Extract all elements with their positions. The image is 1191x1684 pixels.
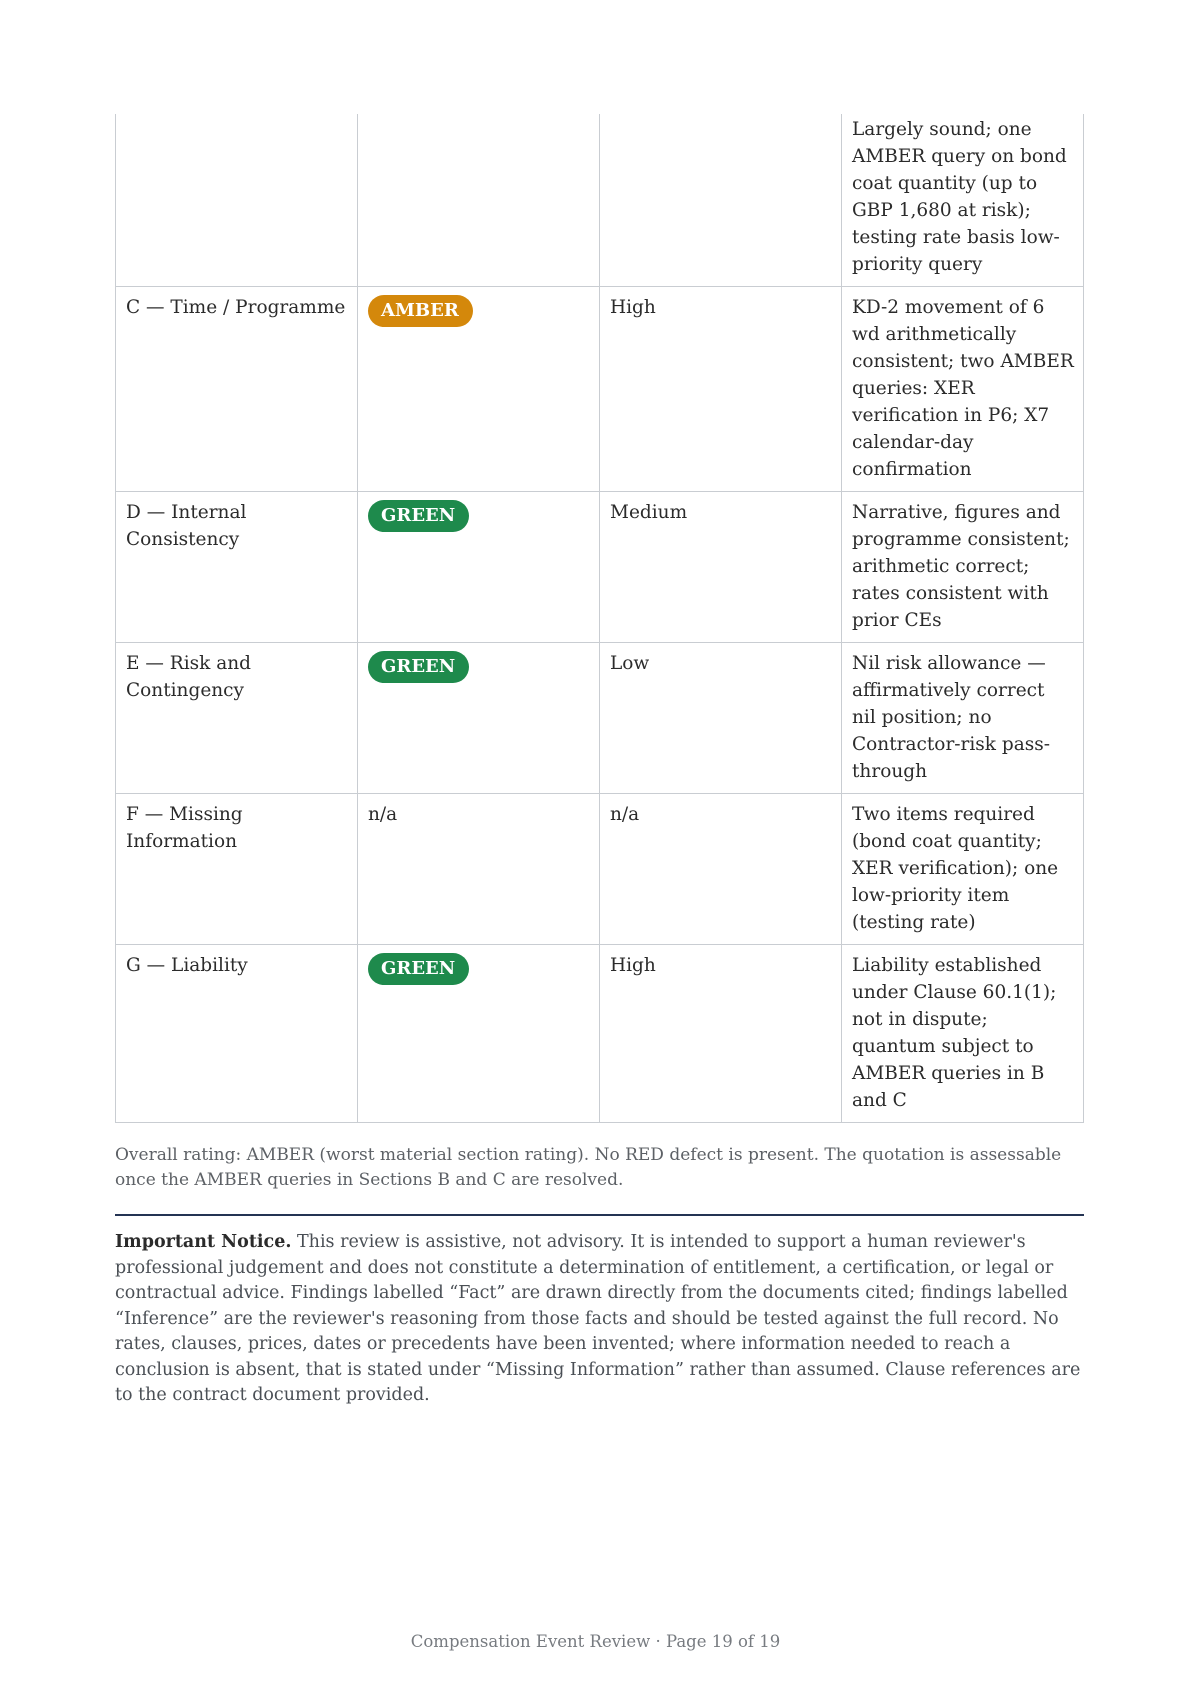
confidence-cell: Medium <box>600 492 842 643</box>
notes-cell: Liability established under Clause 60.1(1); not in dispute; quantum subject to AMBER queries in B and C <box>842 945 1084 1123</box>
rating-cell <box>358 945 600 1123</box>
rating-cell <box>358 287 600 492</box>
rating-badge-amber: AMBER <box>368 295 473 327</box>
confidence-cell: High <box>600 945 842 1123</box>
important-notice <box>115 1230 1084 1409</box>
rating-cell <box>358 114 600 287</box>
section-cell: F — Missing Information <box>116 794 358 945</box>
page-content <box>115 114 1084 1426</box>
notice-body: This review is assistive, not advisory. It is intended to support a human reviewer's professional judgement and does not constitute a determination of entitlement, a certification, or legal or contractual advice. Findings labelled “Fact” are drawn directly from the documents cited; findings labelled “Inference” are the reviewer's reasoning from those facts and should be tested against the full record. No rates, clauses, prices, dates or precedents have been invented; where information needed to reach a conclusion is absent, that is stated under “Missing Information” rather than assumed. Clause references are to the contract document provided. <box>115 1232 1081 1405</box>
table-row <box>116 114 1084 287</box>
notes-cell: Largely sound; one AMBER query on bond coat quantity (up to GBP 1,680 at risk); testing rate basis low-priority query <box>842 114 1084 287</box>
rating-badge-green: GREEN <box>368 953 469 985</box>
table-row <box>116 945 1084 1123</box>
confidence-cell: n/a <box>600 794 842 945</box>
rating-cell <box>358 492 600 643</box>
section-ratings-table <box>115 114 1084 1123</box>
rating-badge-green: GREEN <box>368 651 469 683</box>
table-row <box>116 287 1084 492</box>
confidence-cell: High <box>600 287 842 492</box>
confidence-cell: Low <box>600 643 842 794</box>
divider <box>115 1214 1084 1216</box>
overall-rating-summary: Overall rating: AMBER (worst material section rating). No RED defect is present. The quotation is assessable once the AMBER queries in Sections B and C are resolved. <box>115 1145 1062 1190</box>
table-row <box>116 492 1084 643</box>
notes-cell: Two items required (bond coat quantity; XER verification); one low-priority item (testing rate) <box>842 794 1084 945</box>
section-cell: E — Risk and Contingency <box>116 643 358 794</box>
rating-badge-green: GREEN <box>368 500 469 532</box>
rating-cell: n/a <box>358 794 600 945</box>
confidence-cell <box>600 114 842 287</box>
section-cell <box>116 114 358 287</box>
section-cell: G — Liability <box>116 945 358 1123</box>
table-row <box>116 794 1084 945</box>
section-cell: D — Internal Consistency <box>116 492 358 643</box>
notes-cell: Nil risk allowance — affirmatively correct nil position; no Contractor-risk pass-through <box>842 643 1084 794</box>
notice-heading: Important Notice. <box>115 1232 292 1252</box>
notes-cell: KD-2 movement of 6 wd arithmetically consistent; two AMBER queries: XER verification in P6; X7 calendar-day confirmation <box>842 287 1084 492</box>
rating-cell <box>358 643 600 794</box>
table-row <box>116 643 1084 794</box>
notes-cell: Narrative, figures and programme consistent; arithmetic correct; rates consistent with prior CEs <box>842 492 1084 643</box>
page-footer: Compensation Event Review · Page 19 of 19 <box>410 1632 781 1651</box>
section-cell: C — Time / Programme <box>116 287 358 492</box>
